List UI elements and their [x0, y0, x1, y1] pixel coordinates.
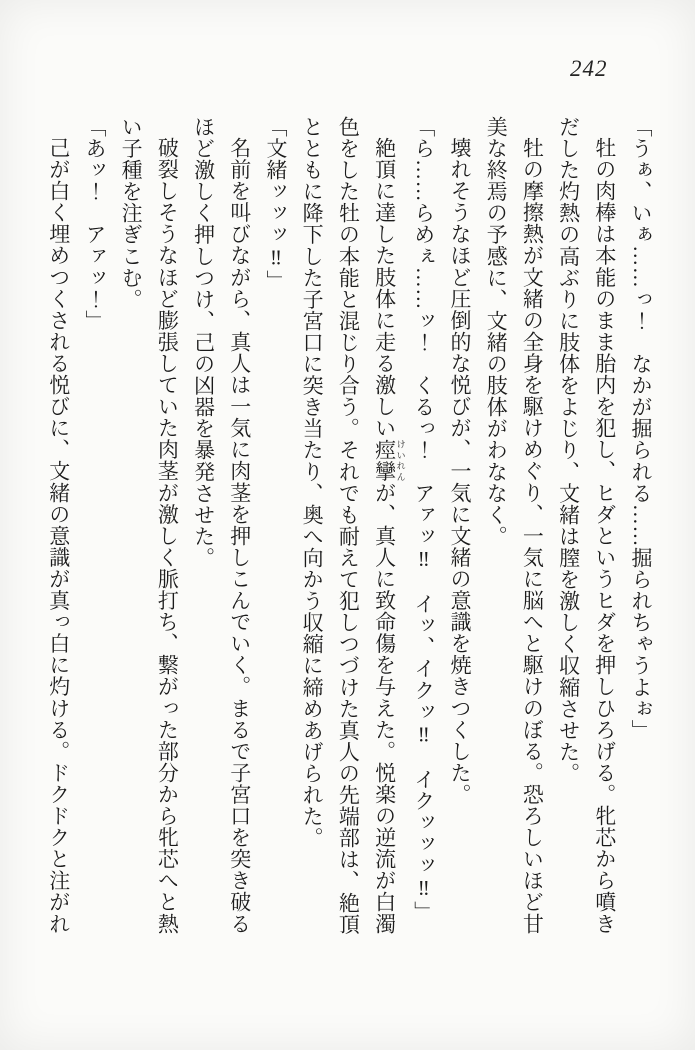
- narrative-paragraph: 己が白く埋めつくされる悦びに、文緒の意識が真っ白に灼ける。ドクドクと注がれ: [46, 137, 71, 935]
- narrative-paragraph: 牡の肉棒は本能のまま胎内を犯し、ヒダというヒダを押しひろげる。牝芯から噴きだした灼熱の高ぶりに肢体をよじり、文緒は膣を激しく収縮させた。: [556, 116, 617, 935]
- dialogue-line: 「あッ！ アァッ！」: [82, 116, 107, 332]
- dialogue-line: 「文緒ッッッ‼」: [263, 116, 288, 292]
- ruby-annotated-word: 痙攣 けいれん: [372, 438, 406, 482]
- narrative-paragraph: 牡の摩擦熱が文緒の全身を駆けめぐり、一気に脳へと駆けのぼる。恐ろしいほど甘美な終焉の予感に、文緒の肢体がわななく。: [484, 116, 545, 935]
- narrative-paragraph: 絶頂に達した肢体に走る激しい痙攣 けいれんが、真人に致命傷を与えた。悦楽の逆流が白濁色をした牡の本能と混じり合う。それでも耐えて犯しつづけた真人の先端部は、絶頂とともに降下した子宮口に突き当たり、奥へ向かう収縮に締めあげられた。: [300, 116, 406, 935]
- narrative-paragraph: 壊れそうなほど圧倒的な悦びが、一気に文緒の意識を焼きつくした。: [447, 137, 472, 806]
- dialogue-line: 「うぁ、いぁ……っ！ なかが掘られる……掘られちゃうよぉ」: [629, 116, 653, 741]
- narrative-paragraph: 名前を叫びながら、真人は一気に肉茎を押しこんでいく。まるで子宮口を突き破るほど激しく押しつけ、己の凶器を暴発させた。: [191, 116, 252, 935]
- dialogue-line: 「ら……らめぇ……ッ！ くるっ！ アァッ‼ イッ、イクッ‼ イクッッッ‼」: [411, 116, 436, 923]
- narrative-paragraph: 破裂しそうなほど膨張していた肉茎が激しく脈打ち、繋がった部分から牝芯へと熱い子種を注ぎこむ。: [119, 116, 180, 935]
- page-number: 242: [570, 56, 608, 81]
- page-text-body: [39, 116, 659, 940]
